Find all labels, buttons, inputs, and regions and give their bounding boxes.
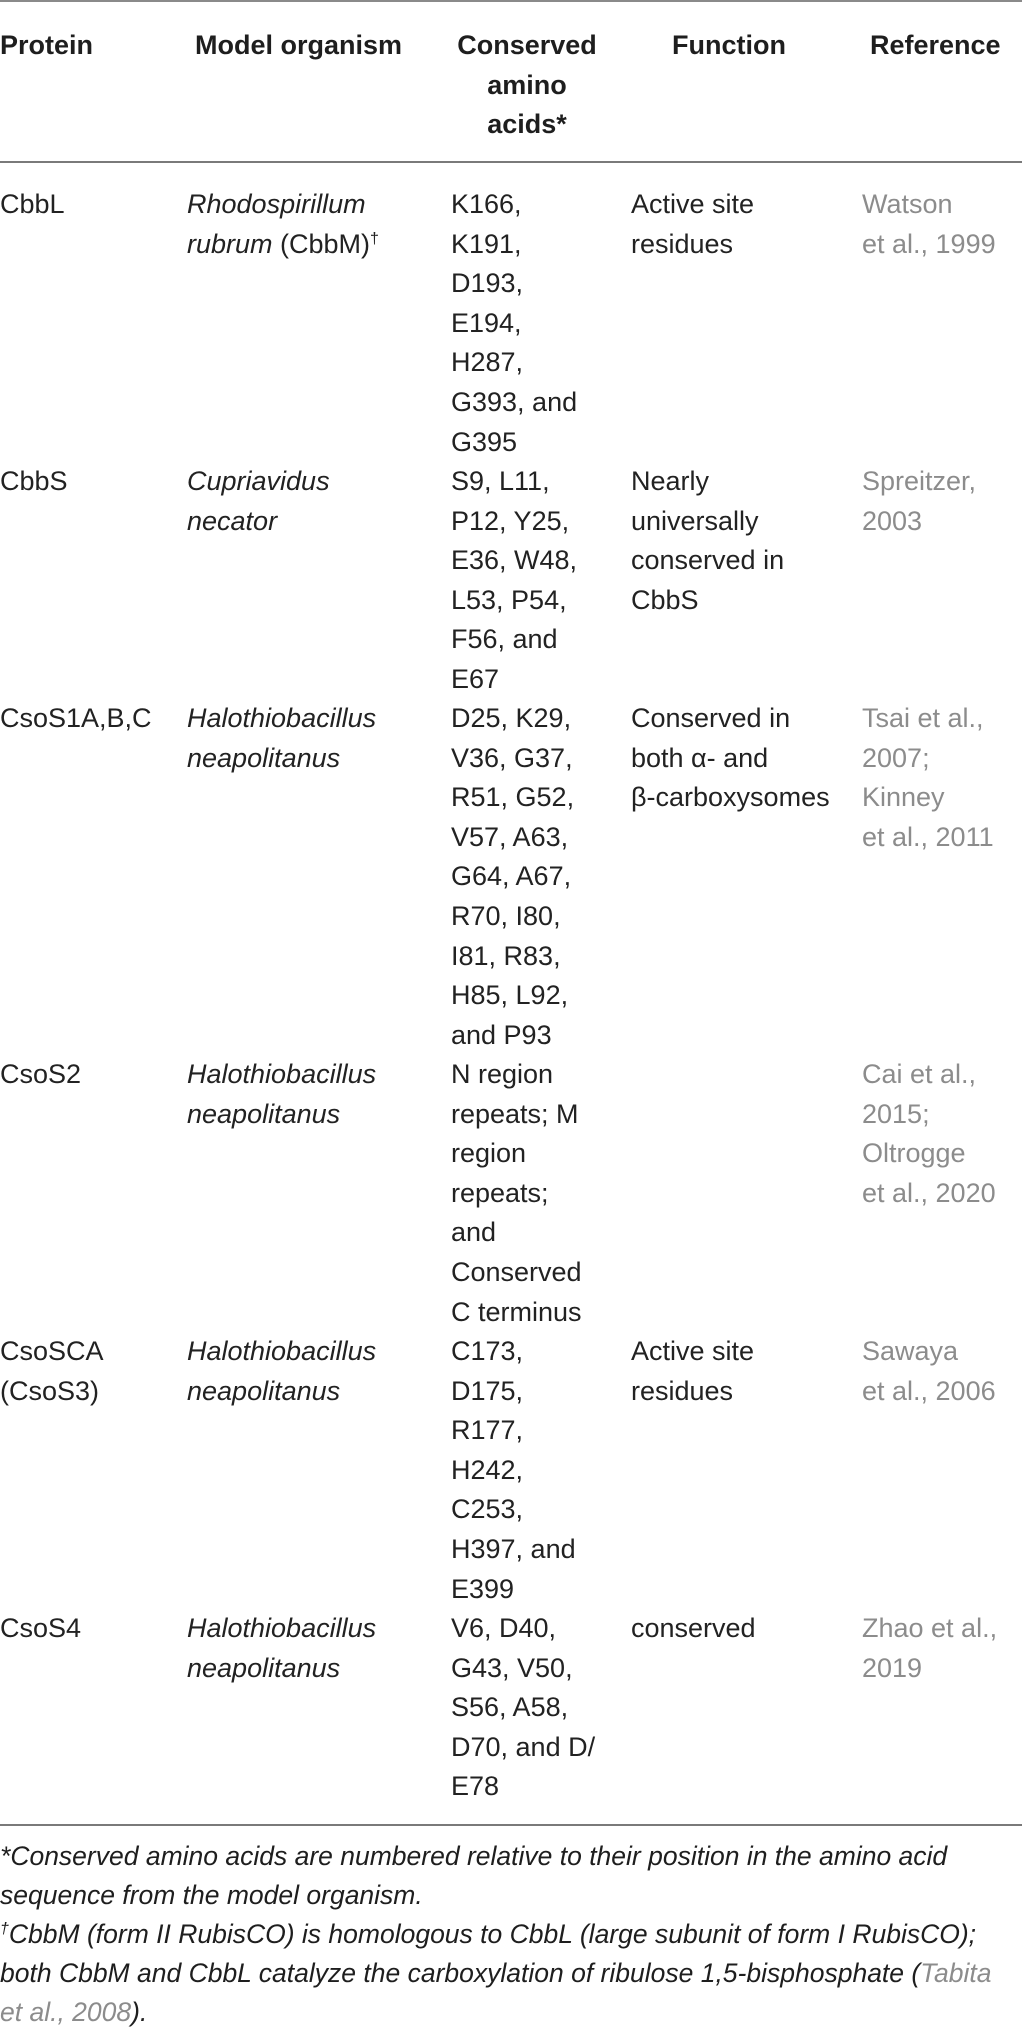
cell-protein: CbbS (0, 466, 68, 496)
footnote-dagger (0, 1915, 1022, 2032)
organism-name: Rhodospirillum rubrum (187, 189, 366, 259)
cell-reference-link[interactable]: Zhao et al., 2019 (862, 1613, 998, 1683)
cell-function: conserved (631, 1613, 756, 1643)
cell-function: Active site residues (631, 1336, 755, 1406)
footnote-reference-link[interactable]: Tabita et al., 2008 (0, 1958, 992, 2027)
footnote-asterisk: *Conserved amino acids are numbered relative to their position in the amino acid sequence from the model organism. (0, 1841, 948, 1910)
footnote-dagger-end: ). (131, 1997, 148, 2027)
cell-conserved: S9, L11, P12, Y25, E36, W48, L53, P54, F56, and E67 (451, 466, 578, 694)
cell-conserved: V6, D40, G43, V50, S56, A58, D70, and D/ E78 (451, 1613, 596, 1802)
cell-protein: CsoS2 (0, 1059, 82, 1089)
cell-organism: Halothiobacillus neapolitanus (187, 1059, 377, 1129)
table-top-rule (0, 0, 1022, 2)
cell-organism (187, 185, 437, 264)
footnote-dagger-text: CbbM (form II RubisCO) is homologous to CbbL (large subunit of form I RubisCO); both CbbM and CbbL catalyze the carboxylation of ribulose 1,5-bisphosphate ( (0, 1919, 977, 1988)
header-protein: Protein (0, 30, 94, 60)
cell-conserved: N region repeats; M region repeats; and Conserved C terminus (451, 1059, 582, 1327)
cell-organism: Halothiobacillus neapolitanus (187, 703, 377, 773)
cell-organism: Halothiobacillus neapolitanus (187, 1613, 377, 1683)
header-function: Function (672, 30, 786, 60)
header-bottom-rule (0, 161, 1022, 163)
cell-organism: Halothiobacillus neapolitanus (187, 1336, 377, 1406)
cell-reference-link[interactable]: Spreitzer, 2003 (862, 466, 977, 536)
cell-function: Conserved in both α- and β-carboxysomes (631, 703, 830, 813)
cell-conserved: C173, D175, R177, H242, C253, H397, and E399 (451, 1336, 576, 1604)
cell-function: Nearly universally conserved in CbbS (631, 466, 785, 615)
cell-reference-link[interactable]: Watson et al., 1999 (862, 189, 996, 259)
cell-reference-link[interactable]: Sawaya et al., 2006 (862, 1336, 996, 1406)
table-bottom-rule (0, 1824, 1022, 1826)
header-reference: Reference (870, 30, 1001, 60)
cell-function: Active site residues (631, 189, 755, 259)
cell-conserved: D25, K29, V36, G37, R51, G52, V57, A63, G64, A67, R70, I80, I81, R83, H85, L92, and P93 (451, 703, 575, 1050)
cell-protein: CsoS1A,B,C (0, 703, 152, 733)
cell-conserved: K166, K191, D193, E194, H287, G393, and G395 (451, 189, 578, 457)
cell-reference-link[interactable]: Cai et al., 2015; Oltrogge et al., 2020 (862, 1059, 996, 1208)
cell-reference-link[interactable]: Tsai et al., 2007; Kinney et al., 2011 (862, 703, 994, 852)
header-conserved-amino-acids: Conserved amino acids* (457, 30, 597, 140)
header-model-organism: Model organism (195, 30, 403, 60)
dagger-mark: † (370, 230, 379, 247)
organism-suffix: (CbbM) (272, 228, 371, 259)
cell-protein: CbbL (0, 189, 65, 219)
footnote-dagger-mark: † (0, 1920, 9, 1938)
cell-protein: CsoSCA (CsoS3) (0, 1336, 104, 1406)
cell-organism: Cupriavidus necator (187, 466, 330, 536)
cell-protein: CsoS4 (0, 1613, 82, 1643)
